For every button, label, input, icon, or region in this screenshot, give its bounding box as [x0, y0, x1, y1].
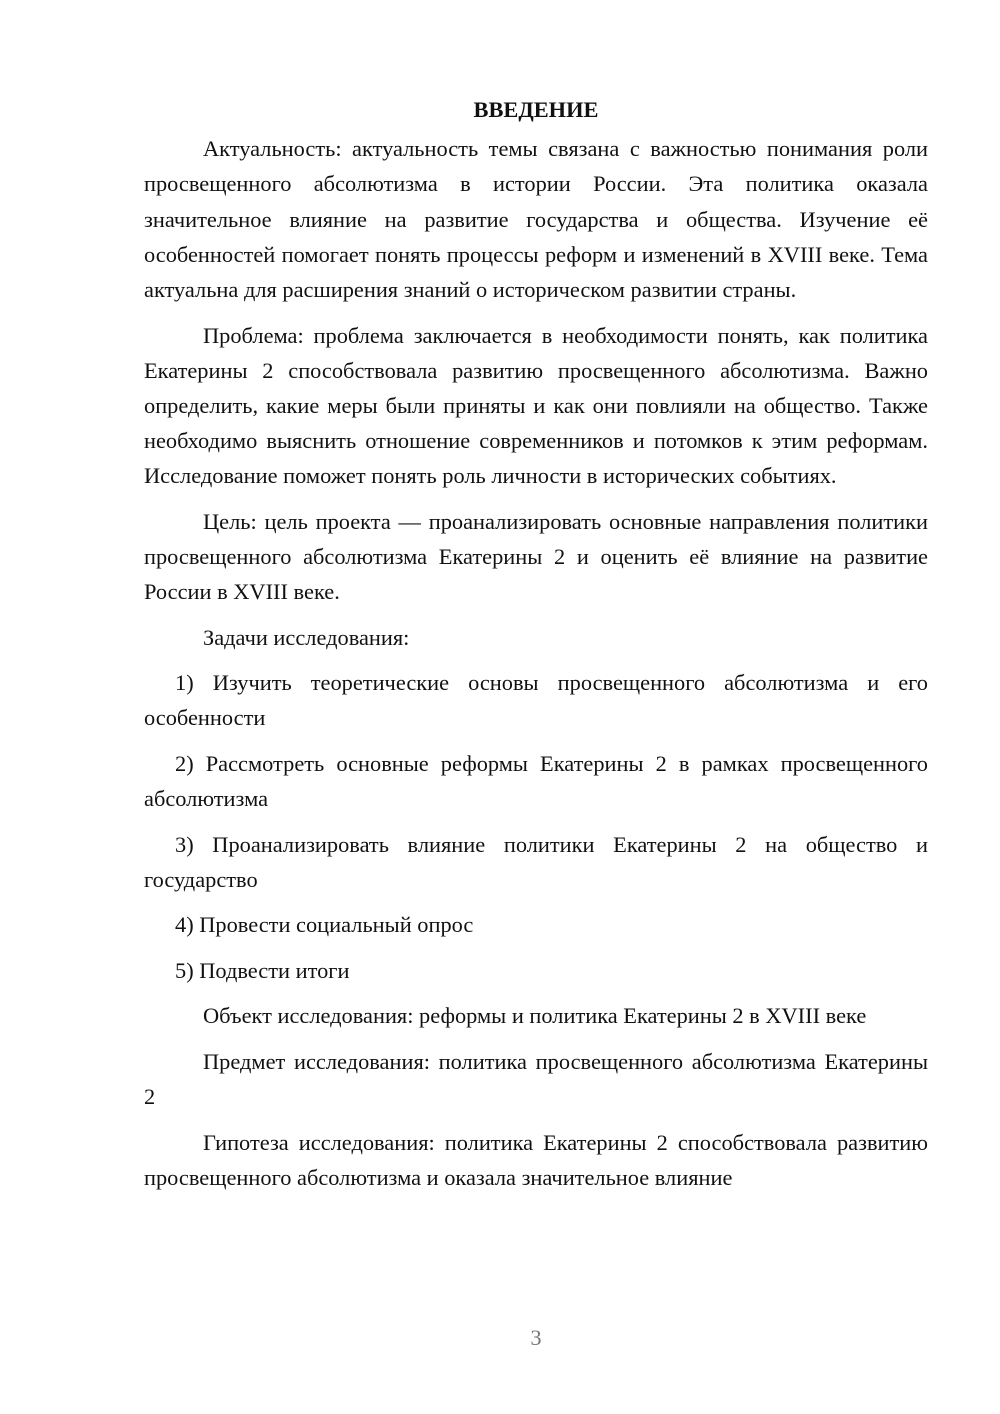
- document-page: [144, 92, 928, 1205]
- task-item-1: 1) Изучить теоретические основы просвещенного абсолютизма и его особенности: [144, 670, 928, 731]
- paragraph-object: Объект исследования: реформы и политика Екатерины 2 в XVIII веке: [203, 1003, 867, 1029]
- paragraph-goal: Цель: цель проекта — проанализировать основные направления политики просвещенного абсолютизма Екатерины 2 и оценить её влияние на развитие России в XVIII веке.: [144, 508, 928, 605]
- page-number: 3: [530, 1325, 542, 1350]
- paragraph-subject: Предмет исследования: политика просвещенного абсолютизма Екатерины 2: [144, 1048, 928, 1110]
- paragraph-hypothesis: Гипотеза исследования: политика Екатерины 2 способствовала развитию просвещенного абсолютизма и оказала значительное влияние: [144, 1129, 928, 1190]
- task-item-3: 3) Проанализировать влияние политики Екатерины 2 на общество и государство: [144, 831, 928, 892]
- task-item-4: 4) Провести социальный опрос: [175, 912, 474, 938]
- task-item-5: 5) Подвести итоги: [175, 957, 350, 983]
- section-title: ВВЕДЕНИЕ: [473, 97, 599, 122]
- task-item-2: 2) Рассмотреть основные реформы Екатерины 2 в рамках просвещенного абсолютизма: [144, 750, 928, 812]
- paragraph-tasks-heading: Задачи исследования:: [203, 624, 410, 650]
- paragraph-relevance: Актуальность: актуальность темы связана с важностью понимания роли просвещенного абсолютизма в истории России. Эта политика оказала значительное влияние на развитие государства и общества. Изучение её особенностей помогает понять процессы реформ и изменений в XVIII веке. Тема актуальна для расширения знаний о историческом развитии страны.: [144, 136, 928, 303]
- paragraph-problem: Проблема: проблема заключается в необходимости понять, как политика Екатерины 2 способствовала развитию просвещенного абсолютизма. Важно определить, какие меры были приняты и как они повлияли на общество. Также необходимо выяснить отношение современников и потомков к этим реформам. Исследование поможет понять роль личности в исторических событиях.: [144, 322, 928, 489]
